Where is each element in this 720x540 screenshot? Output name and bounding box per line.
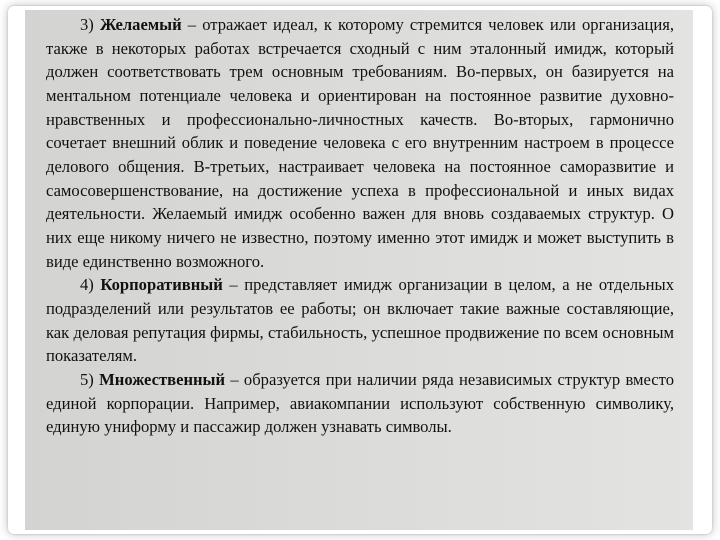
paragraph-text: – представляет имидж организации в целом, а не отдельных подразделений или результатов ее работы; он включает такие важные составляющие, как деловая репутация фирмы, стабильность, успешное продвижение по всем основным показателям. <box>46 275 675 366</box>
paragraph-multiple-image <box>46 368 674 439</box>
paragraph-text: – образуется при наличии ряда независимых структур вместо единой корпорации. Например, авиакомпании используют собственную символику, единую униформу и пассажир должен узнавать символы. <box>46 369 674 437</box>
paragraph-text: – отражает идеал, к которому стремится человек или организация, также в некоторых работах встречается сходный с ним эталонный имидж, который должен соответствовать трем основным требованиям. Во-первых, он базируется на ментальном потенциале человека и ориентирован на постоянное развитие духовно-нравственных и профессионально-личностных качеств. Во-вторых, гармонично сочетает внешний облик и поведение человека с его внутренним настроем в процессе делового общения. В-третьих, настраивает человека на постоянное саморазвитие и самосовершенствование, на достижение успеха в профессиональной и иных видах деятельности. Желаемый имидж особенно важен для вновь создаваемых структур. О них еще никому ничего не известно, поэтому именно этот имидж и может выступить в виде единственно возможного. <box>46 15 674 271</box>
slide-text-body <box>46 13 674 439</box>
paragraph-desired-image <box>46 13 674 273</box>
term-multiple: Множественный <box>99 369 226 389</box>
term-corporate: Корпоративный <box>100 275 223 295</box>
paragraph-number: 5) <box>80 369 94 389</box>
paragraph-corporate-image <box>46 273 674 368</box>
paragraph-number: 3) <box>80 15 94 34</box>
term-desired: Желаемый <box>99 15 182 34</box>
paragraph-number: 4) <box>80 275 94 295</box>
